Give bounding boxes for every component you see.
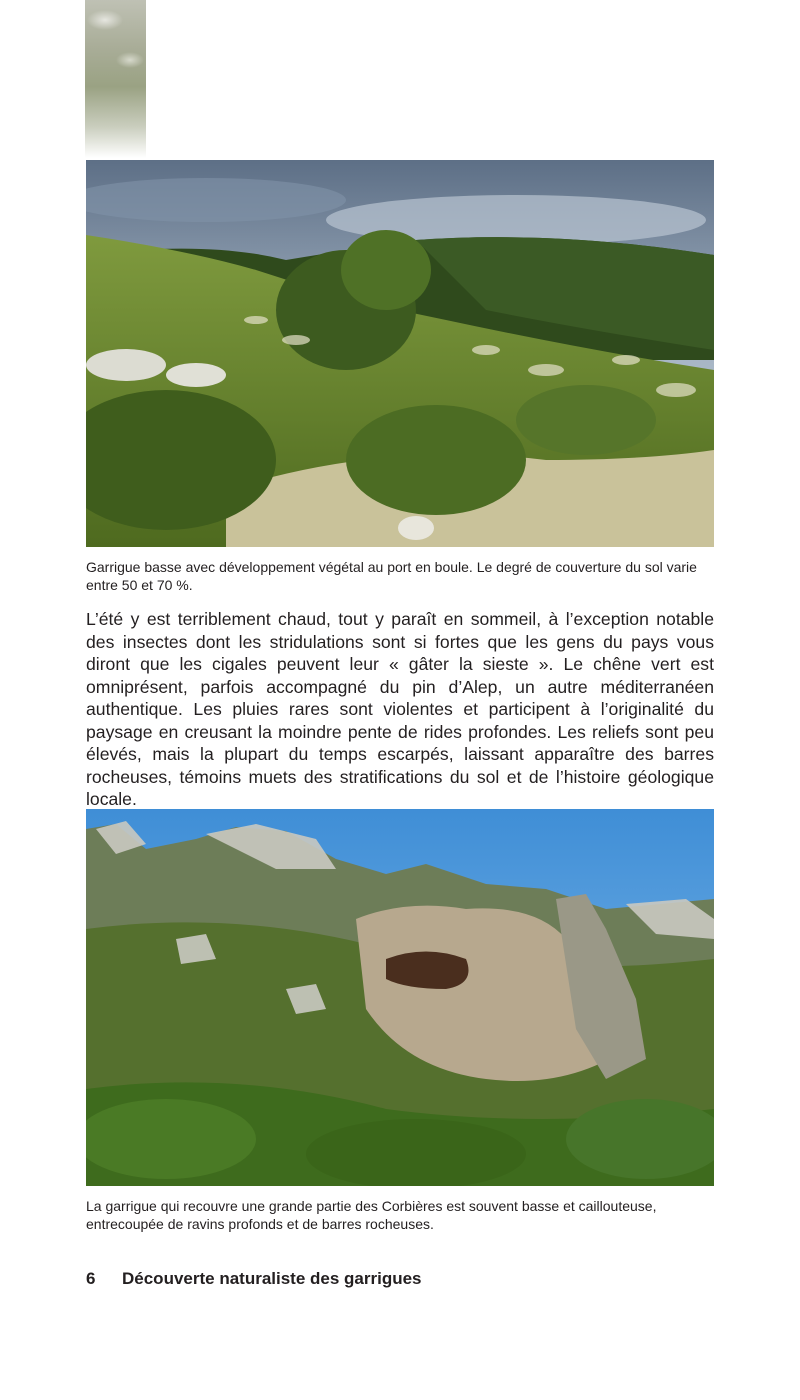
body-paragraph: L’été y est terriblement chaud, tout y paraît en sommeil, à l’exception notable des insectes dont les stridulations sont si fortes que les gens du pays vous diront que les cigales peuvent leur « gâter la sieste ». Le chêne vert est omniprésent, parfois accompagné du pin d’Alep, un autre méditerranéen authentique. Les pluies rares sont violentes et participent à l’originalité du paysage en creusant la moindre pente de rides profondes. Les reliefs sont peu élevés, mais la plupart du temps escarpés, laissant apparaître des barres rocheuses, témoins muets des stratifications du sol et de l’histoire géologique locale. xyxy=(86,609,714,809)
photo-caption: La garrigue qui recouvre une grande partie des Corbières est souvent basse et caillouteuse, entrecoupée de ravins profonds et de barres rocheuses. xyxy=(86,1198,657,1232)
photo-caption: Garrigue basse avec développement végétal au port en boule. Le degré de couverture du sol varie entre 50 et 70 %. xyxy=(86,559,697,593)
page-number: 6 xyxy=(86,1269,96,1288)
photo-garrigue-basse xyxy=(86,160,714,547)
page-footer xyxy=(86,1269,422,1289)
decorative-photo-strip xyxy=(85,0,146,158)
book-title: Découverte naturaliste des garrigues xyxy=(122,1269,422,1288)
photo-corbieres-rock-bars xyxy=(86,809,714,1186)
